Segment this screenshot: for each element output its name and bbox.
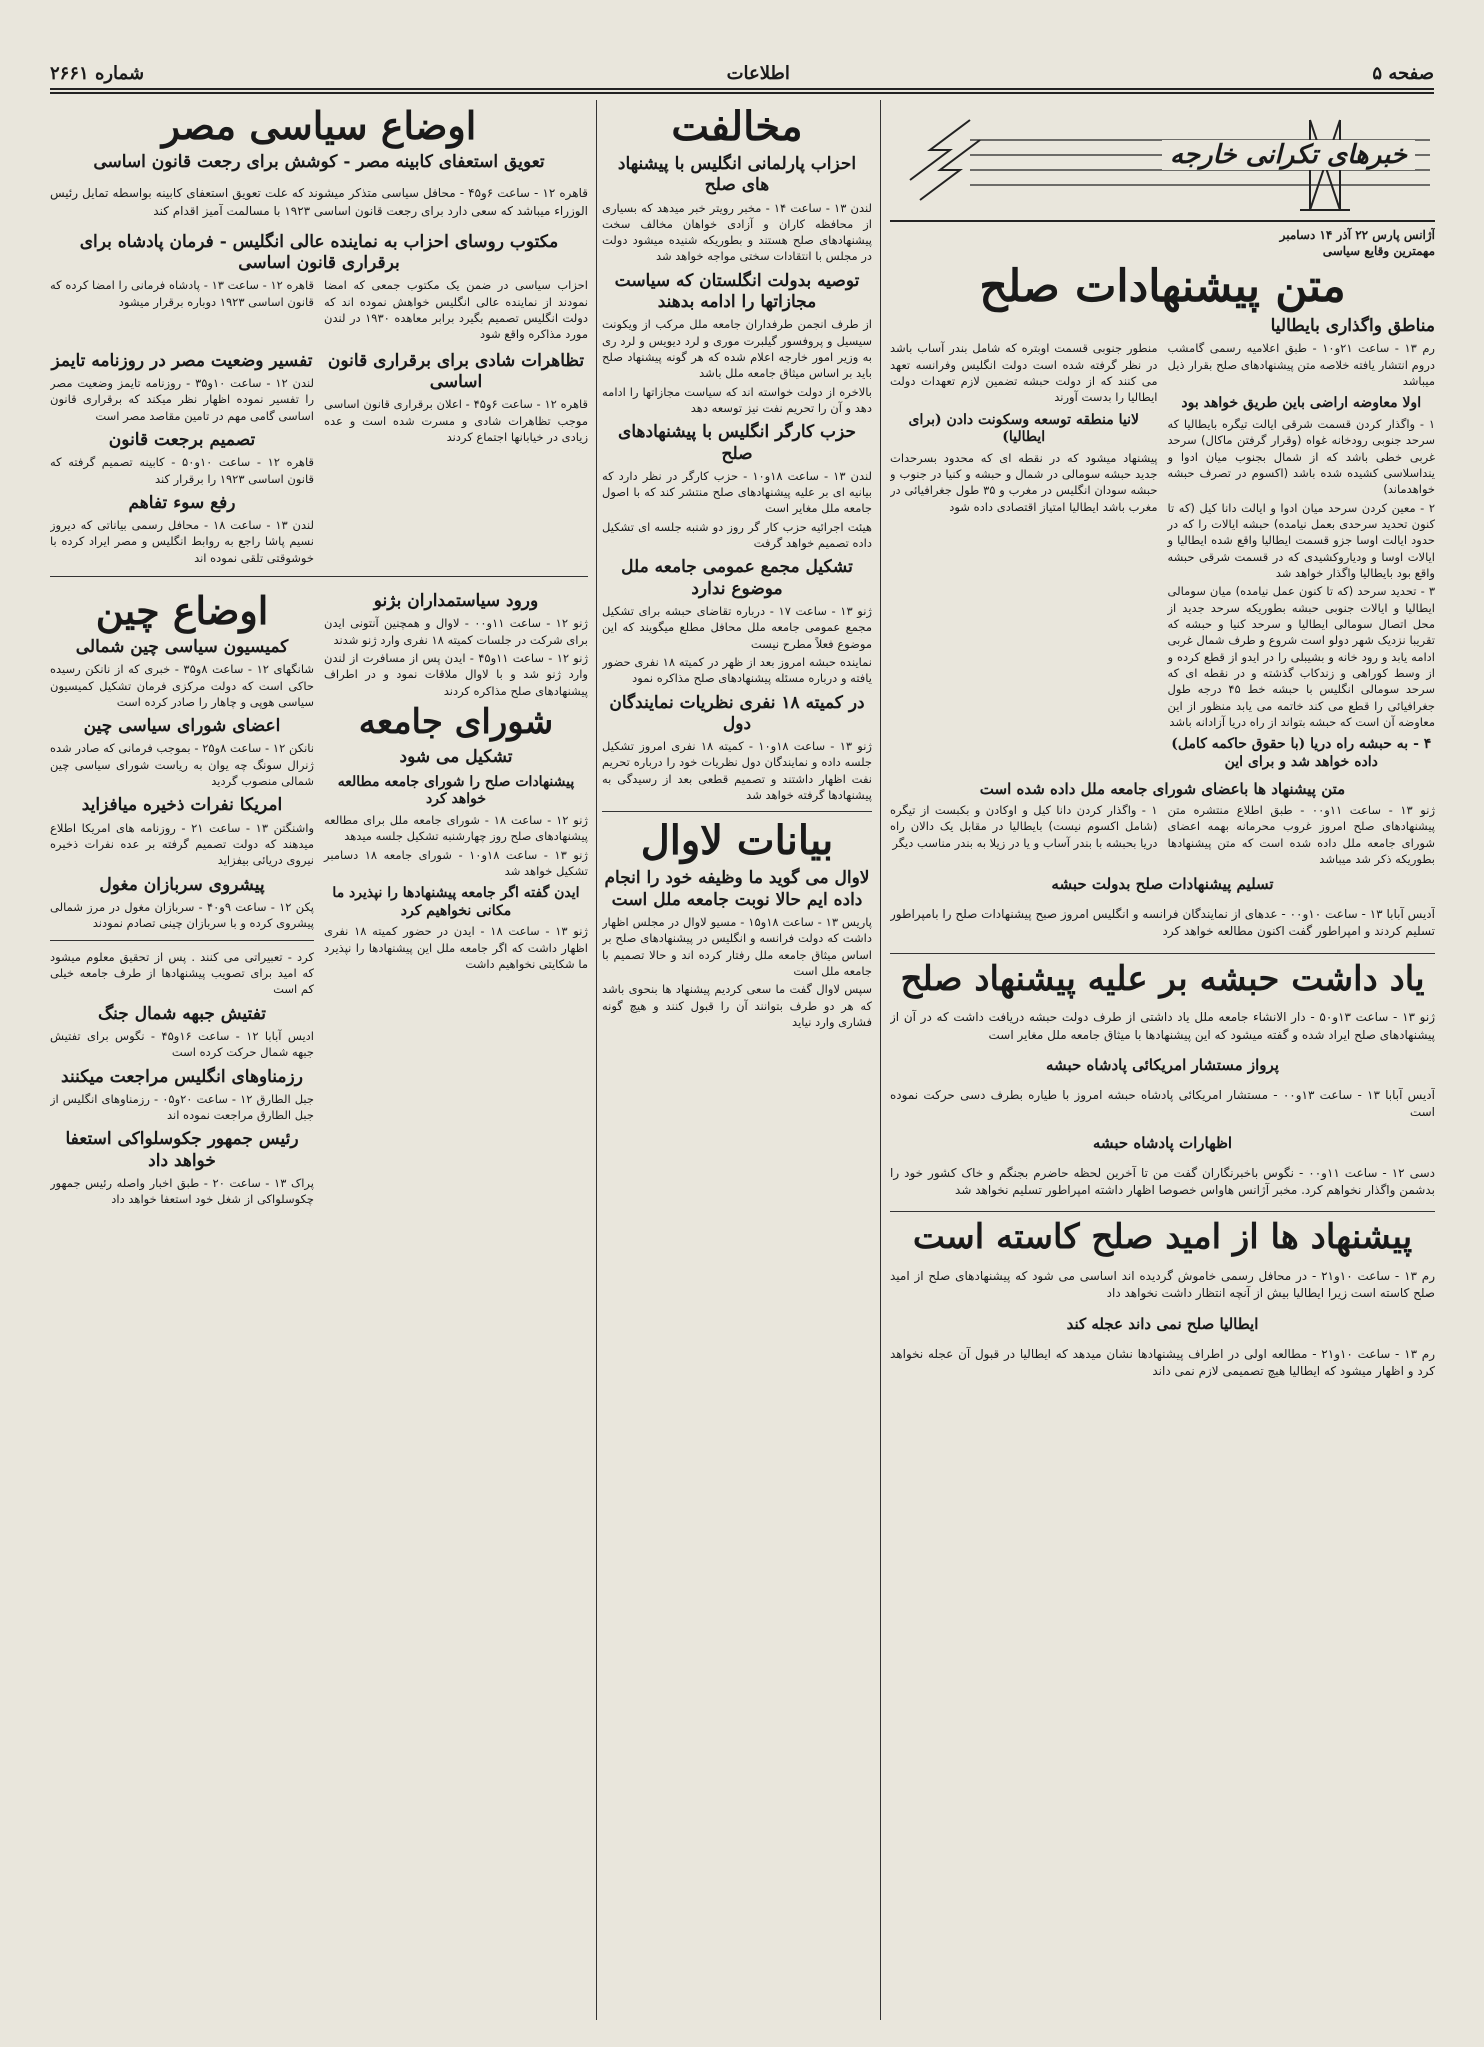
article-body bbox=[50, 585, 588, 1209]
article-paragraph: لندن ۱۳ - ساعت ۱۴ - مخبر رویتر خبر میدهد که بسیاری از محافظه کاران و آزادی خواهان مخالف سخت پیشنهادهای صلح هستند و بطوریکه شنیده میشود دولت در مجلس با انتقادات سختی مواجه خواهد شد bbox=[602, 200, 872, 264]
masthead-rule-top bbox=[50, 88, 1434, 90]
subhead: لاوال می گوید ما وظیفه خود را انجام داده ایم حالا نوبت جامعه ملل است bbox=[604, 868, 870, 910]
article-paragraph: شانگهای ۱۲ - ساعت ۸و۳۵ - خبری که از نانکن رسیده حاکی است که دولت مرکزی فرمان تشکیل کمیسیون سیاسی هوپی و چاهار را صادر کرده است bbox=[50, 662, 314, 709]
article-paragraph: رم ۱۳ - ساعت ۲۱و۱۰ - طبق اعلامیه رسمی گامشب دروم انتشار یافته خلاصه متن پیشنهادهای صلح بقرار ذیل میباشد bbox=[1167, 341, 1435, 389]
headline-hope-reduced: پیشنهاد ها از امید صلح کاسته است bbox=[912, 1217, 1413, 1258]
article-paragraph: پیشنهاد میشود که در نقطه ای که محدود بسرحدات جدید حبشه سومالی در شمال و حبشه و کنیا در جنوب و حبشه سودان انگلیس در مغرب و ۳۵ طول جغرافیائی در مغرب باشد ایطالیا امتیاز اقتصادی داده شود bbox=[890, 450, 1158, 514]
headline-opposition: مخالفت bbox=[671, 103, 803, 150]
divider bbox=[602, 811, 872, 812]
headline-peace-proposals: متن پیشنهادات صلح bbox=[979, 261, 1346, 312]
article-paragraph: از طرف انجمن طرفداران جامعه ملل مرکب از ویکونت سیسیل و پروفسور گیلبرت موری و لرد دیویس و لرد ری به وزیر امور خارجه اعلام شده که هر گونه پیشنهاد صلح باید بر اساس میثاق جامعه ملل باشد bbox=[602, 317, 872, 381]
subhead: اظهارات پادشاه حبشه bbox=[1092, 1133, 1233, 1152]
foreign-news-logo bbox=[890, 100, 1435, 222]
subhead: تفتیش جبهه شمال جنگ bbox=[97, 1003, 267, 1024]
article-paragraph: ژنو ۱۳ - ساعت ۱۸و۱۰ - کمیته ۱۸ نفری امروز تشکیل جلسه داده و نمایندگان دول نظریات خود را درباره تحریم نفت اظهار داشتند و تصمیم قطعی بعد از رسیدگی به پیشنهادها گرفته خواهد شد bbox=[602, 739, 872, 803]
article-paragraph: قاهره ۱۲ - ساعت ۱۰و۵۰ - کابینه تصمیم گرفته که قانون اساسی ۱۹۲۳ را برقرار کند bbox=[50, 455, 314, 486]
subhead: تعویق استعفای کابینه مصر - کوشش برای رجعت قانون اساسی bbox=[93, 151, 545, 172]
headline-egypt: اوضاع سیاسی مصر bbox=[161, 103, 477, 148]
subhead: پیشنهادات صلح را شورای جامعه مطالعه خواهد کرد bbox=[337, 773, 575, 808]
article-paragraph: دسی ۱۲ - ساعت ۱۱و۰۰ - نگوس باخبرنگاران گفت من تا آخرین لحظه حاضرم بجنگم و خاک کشور خود را بدشمن واگذار نخواهم کرد. مخبر آژانس هاواس خصوصا اظهار داشته امپراطور تسلیم نخواهد شد bbox=[890, 1165, 1435, 1197]
article-paragraph: ۱ - واگذار کردن قسمت شرقی ایالت تیگره بایطالیا که سرحد جنوبی رودخانه غواه (وقرار گرفتن ماکال) سرحد غربی خطی باشد که از شمال بجنوب میان ادوا و ینداسلاسی کشیده شده باشد (اکسوم در تصرف حبشه خواهدماند) bbox=[1167, 416, 1435, 497]
subhead: تشکیل می شود bbox=[399, 746, 513, 767]
article-paragraph: ژنو ۱۳ - ساعت ۱۸و۱۰ - شورای جامعه ۱۸ دسامبر تشکیل خواهد شد bbox=[324, 847, 588, 878]
article-paragraph: قاهره ۱۲ - ساعت ۶و۴۵ - محافل سیاسی متذکر میشوند که علت تعویق استعفای کابینه بواسطه تمایل رئیس الوزراء میباشد که سعی دارد برای رجعت قانون اساسی ۱۹۲۳ با مسالمت آمیز اقدام کند bbox=[50, 186, 588, 218]
subhead: رزمناوهای انگلیس مراجعت میکنند bbox=[61, 1066, 303, 1087]
article-paragraph: ژنو ۱۲ - ساعت ۱۱و۴۵ - ایدن پس از مسافرت از لندن وارد ژنو شد و با لاوال ملاقات نمود و در اطراف پیشنهادهای صلح مذاکره کردند bbox=[324, 651, 588, 698]
headline-ethiopia-note: یاد داشت حبشه بر علیه پیشنهاد صلح bbox=[900, 958, 1425, 999]
article-paragraph: منطور جنوبی قسمت اوبتره که شامل بندر آساب باشد در نظر گرفته شده است دولت انگلیس وفرانسه تعهد می کنند که از دولت حبشه تضمین لازم تعهدات دولت ایطالیا را بدست آورند bbox=[890, 341, 1158, 405]
column-rule-right bbox=[880, 100, 881, 2020]
subhead: ایطالیا صلح نمی داند عجله کند bbox=[1066, 1314, 1259, 1333]
article-paragraph: ژنو ۱۲ - ساعت ۱۸ - شورای جامعه ملل برای مطالعه پیشنهادهای صلح روز چهارشنبه تشکیل جلسه میدهد bbox=[324, 812, 588, 844]
subhead: ایدن گفته اگر جامعه پیشنهادها را نپذیرد ما مکانی نخواهیم کرد bbox=[332, 885, 580, 919]
article-paragraph: واشنگتن ۱۳ - ساعت ۲۱ - روزنامه های امریکا اطلاع میدهند که دولت تصمیم گرفته بر عده نفرات ذخیره نیروی دریائی بیفزاید bbox=[50, 820, 315, 868]
headline-china: اوضاع چین bbox=[95, 588, 269, 634]
issue-number: شماره ۲۶۶۱ bbox=[50, 62, 145, 84]
subhead: حزب کارگر انگلیس با پیشنهادهای صلح bbox=[618, 422, 856, 464]
subhead: مکتوب روسای احزاب به نماینده عالی انگلیس - فرمان پادشاه برای برقراری قانون اساسی bbox=[79, 231, 559, 274]
article-paragraph: آدیس آبابا ۱۳ - ساعت ۱۰و۰۰ - عدهای از نمایندگان فرانسه و انگلیس امروز صبح پیشنهادات صلح را بامپراطور تسلیم کردند و امپراطور گفت اکنون مطالعه خواهد کرد bbox=[890, 906, 1435, 939]
article-paragraph: ۳ - تحدید سرحد (که تا کنون عمل نیامده) میان سومالی ایطالیا و ایالات جنوبی حبشه بطوریکه سرحد جدید از محل اتصال سومالی ایطالیا و سرحد کنیا و حبشه که تقریبا نزدیک شهر دولو است شروع و طرف شمال غربی ادامه یابد و رود خانه و بشیبلی را در ایدو از قطع کرده و از وسط کوراهی و زندکاب گذشته و در نقطه ای که سرحد سومالی انگلیس با حبشه خط ۴۵ درجه طول جغرافیائی را قطع می کند خاتمه می یابد منظور از این معاوضه آن است که حبشه بتواند از راه دریا آزادانه باشد bbox=[1167, 584, 1435, 729]
article-paragraph: ژنو ۱۳ - ساعت ۱۷ - درباره تقاضای حبشه برای تشکیل مجمع عمومی جامعه ملل محافل مطلع میگویند که این موضوع فعلاً مطرح نیست bbox=[602, 603, 872, 651]
subhead: تصمیم برجعت قانون bbox=[108, 429, 256, 450]
article-paragraph: جبل الطارق ۱۲ - ساعت ۲۰و۰۵ - رزمناوهای انگلیس از جبل الطارق مراجعت نموده اند bbox=[50, 1091, 314, 1123]
subhead: پرواز مستشار امریکائی پادشاه حبشه bbox=[1046, 1056, 1279, 1075]
article-paragraph: احزاب سیاسی در ضمن یک مکتوب جمعی که امضا نمودند از نماینده عالی انگلیس خواهش نموده اند که دولت انگلیس تصمیم بگیرد برابر معاهده ۱۹۳۰ در لندن مورد مذاکره واقع شود bbox=[324, 278, 588, 342]
subhead: اولا معاوضه اراضی باین طریق خواهد بود bbox=[1181, 395, 1422, 412]
article-paragraph: بالاخره از دولت خواسته اند که سیاست مجازاتها را ادامه دهد و آن را تحریم نفت نیز توسعه دهد bbox=[602, 384, 872, 415]
article-paragraph: آدیس آبابا ۱۳ - ساعت ۱۳و۰۰ - مستشار امریکائی پادشاه حبشه امروز با طیاره بطرف دسی حرکت نموده است bbox=[890, 1087, 1435, 1120]
subhead: احزاب پارلمانی انگلیس با پیشنهاد های صلح bbox=[617, 154, 857, 196]
article-paragraph: ۱ - واگذار کردن دانا کیل و اوکادن و بکبست از تیگره (شامل اکسوم نیست) بایطالیا در مقابل یک دالان راه دریا بحبشه با بندر آساب و یا در زیلا به بندر مناسب دیگر bbox=[890, 802, 1158, 850]
foreign-news-column bbox=[890, 100, 1435, 1392]
paper-name: اطلاعات bbox=[726, 62, 790, 84]
article-paragraph: رم ۱۳ - ساعت ۱۰و۲۱ - مطالعه اولی در اطراف پیشنهادها نشان میدهد که ایطالیا در قبول آن عجله نخواهد کرد و اظهار میشود که ایطالیا هیچ تصمیمی لازم نمی داند bbox=[890, 1346, 1435, 1378]
masthead-rule-bottom bbox=[50, 92, 1434, 94]
subhead: رئیس جمهور جکوسلواکی استعفا خواهد داد bbox=[65, 1129, 299, 1171]
subhead: اعضای شورای سیاسی چین bbox=[83, 716, 281, 737]
subhead: کمیسیون سیاسی چین شمالی bbox=[75, 637, 289, 657]
headline-council: شورای جامعه bbox=[358, 702, 554, 742]
divider bbox=[50, 940, 314, 941]
article-body bbox=[50, 345, 588, 568]
divider bbox=[890, 1211, 1435, 1212]
article-body bbox=[50, 277, 588, 344]
article-body bbox=[890, 802, 1435, 869]
article-paragraph: پراک ۱۳ - ساعت ۲۰ - طبق اخبار واصله رئیس جمهور چکوسلواکی از شغل خود استعفا خواهد داد bbox=[50, 1175, 314, 1207]
article-body bbox=[890, 340, 1435, 774]
article-paragraph: نانکن ۱۲ - ساعت ۸و۲۵ - بموجب فرمانی که صادر شده ژنرال سونگ چه یوان به ریاست شورای سیاسی چین شمالی منصوب گردید bbox=[50, 741, 314, 789]
subhead: تظاهرات شادی برای برقراری قانون اساسی bbox=[327, 350, 585, 392]
article-paragraph: ادیس آبابا ۱۲ - ساعت ۱۶و۴۵ - نگوس برای تفتیش جبهه شمال حرکت کرده است bbox=[50, 1028, 314, 1060]
masthead bbox=[50, 60, 1434, 86]
subhead: توصیه بدولت انگلستان که سیاست مجازاتها را ادامه بدهند bbox=[614, 270, 860, 313]
article-paragraph: ژنو ۱۳ - ساعت ۱۸ - ایدن در حضور کمیته ۱۸ نفری اظهار داشت که اگر جامعه ملل این پیشنهادها را نپذیرد ما شکایتی نخواهیم داشت bbox=[324, 924, 588, 971]
subhead: پیشروی سربازان مغول bbox=[99, 874, 265, 895]
article-paragraph: رم ۱۳ - ساعت ۱۰و۲۱ - در محافل رسمی خاموش گردیده اند اساسی می شود که پیشنهادهای صلح از امید صلح کاسته است زیرا ایطالیا بیش از آنچه انتظار داشت نخواهد داد bbox=[890, 1268, 1435, 1301]
egypt-china-column bbox=[50, 100, 588, 1210]
article-paragraph: ۲ - معین کردن سرحد میان ادوا و ایالت دانا کیل (که تا کنون تحدید سرحدی بعمل نیامده) حبشه ایالات را که در حدود ایالت اوسا جزو قسمت ایطالیا واقع شده ایطالیا و ایالات اوسا و ودیاروکشیدی که در قسمت شرقی حبشه واقع بود بایطالیا واگذار خواهد شد bbox=[1167, 500, 1435, 580]
article-paragraph: لندن ۱۲ - ساعت ۱۰و۳۵ - روزنامه تایمز وضعیت مصر را تفسیر نموده اظهار نظر میکند که برقراری قانون اساسی گامی مهم در تامین مقاصد مصر است bbox=[50, 375, 314, 423]
section-subhead: مهمترین وقایع سیاسی bbox=[1322, 244, 1435, 258]
article-paragraph: ژنو ۱۲ - ساعت ۱۱و۰۰ - لاوال و همچنین آنتونی ایدن برای شرکت در جلسات کمیته ۱۸ نفری وارد ژنو شدند bbox=[324, 616, 588, 647]
subhead: امریکا نفرات ذخیره میافزاید bbox=[81, 795, 283, 816]
article-paragraph: نماینده حبشه امروز بعد از ظهر در کمیته ۱۸ نفری حضور یافته و درباره مسئله پیشنهادهای صلح مذاکره نمود bbox=[602, 654, 872, 686]
article-paragraph: پاریس ۱۳ - ساعت ۱۸و۱۵ - مسیو لاوال در مجلس اظهار داشت که دولت فرانسه و انگلیس در پیشنهادهای صلح بر اساس میثاق جامعه ملل رفتار کرده اند و حالا تصمیم با جامعه ملل است bbox=[602, 914, 872, 978]
subhead: تشکیل مجمع عمومی جامعه ملل موضوع ندارد bbox=[621, 557, 853, 599]
article-paragraph: ژنو ۱۳ - ساعت ۱۱و۰۰ - طبق اطلاع منتشره متن پیشنهادهای صلح امروز غروب محرمانه بهمه اعضای شورای جامعه ملل داده شده است که متن پیشنهادها بطوریکه ذکر شد میباشد bbox=[1167, 802, 1435, 866]
column-rule-left bbox=[596, 100, 597, 2020]
article-paragraph: قاهره ۱۲ - ساعت ۱۳ - پادشاه فرمانی را امضا کرده که قانون اساسی ۱۹۲۳ دوباره برقرار میشود bbox=[50, 278, 314, 309]
divider bbox=[50, 576, 588, 577]
opposition-column bbox=[602, 100, 872, 1032]
logo-text: خبرهای تکرانی خارجه bbox=[1162, 140, 1415, 170]
subhead: لانیا منطقه توسعه وسکونت دادن (برای ایطالیا) bbox=[908, 411, 1139, 446]
subhead: ورود سیاستمداران بژنو bbox=[373, 591, 539, 612]
article-paragraph: پکن ۱۲ - ساعت ۹و۴۰ - سربازان مغول در مرز شمالی پیشروی کرده و با سربازان چینی تصادم نمودند bbox=[50, 899, 315, 931]
subhead-ceded-regions: مناطق واگذاری بایطالیا bbox=[1270, 316, 1435, 337]
article-paragraph: لندن ۱۳ - ساعت ۱۸و۱۰ - حزب کارگر در نظر دارد که بیانیه ای بر علیه پیشنهادهای صلح منتشر کند که با اصول جامعه ملل مغایر است bbox=[602, 468, 872, 516]
page-number: صفحه ۵ bbox=[1372, 62, 1434, 84]
subhead: تفسیر وضعیت مصر در روزنامه تایمز bbox=[51, 350, 313, 371]
article-paragraph: کرد - تعبیراتی می کنند . پس از تحقیق معلوم میشود که امید برای تصویب پیشنهادها از طرف جامعه خیلی کم است bbox=[50, 949, 314, 997]
subhead: تسلیم پیشنهادات صلح بدولت حبشه bbox=[1051, 875, 1274, 894]
headline-laval: بیانات لاوال bbox=[640, 817, 834, 865]
subhead: ۴ - به حبشه راه دریا (با حقوق حاکمه کامل) داده خواهد شد و برای این bbox=[1171, 736, 1432, 770]
article-paragraph: قاهره ۱۲ - ساعت ۶و۴۵ - اعلان برقراری قانون اساسی موجب تظاهرات شادی و مسرت شده است و عده زیادی در خیابانها اجتماع کردند bbox=[324, 397, 588, 444]
article-paragraph: لندن ۱۳ - ساعت ۱۸ - محافل رسمی بیاناتی که دیروز نسیم پاشا راجع به روابط انگلیس و مصر ایراد کرده با خوشوقتی تلقی نموده اند bbox=[50, 518, 314, 565]
article-paragraph: سپس لاوال گفت ما سعی کردیم پیشنهاد ها بنحوی باشد که هر دو طرف بتوانند آن را قبول کنند و هیچ گونه فشاری وارد نیاید bbox=[602, 982, 872, 1029]
subhead: متن پیشنهاد ها باعضای شورای جامعه ملل داده شده است bbox=[979, 780, 1346, 799]
subhead: در کمیته ۱۸ نفری نظریات نمایندگان دول bbox=[609, 692, 865, 734]
dateline: آژانس پارس ۲۲ آذر ۱۴ دسامبر bbox=[1279, 228, 1435, 242]
subhead: رفع سوء تفاهم bbox=[128, 492, 236, 513]
article-paragraph: ژنو ۱۳ - ساعت ۱۳و۵۰ - دار الانشاء جامعه ملل یاد داشتی از طرف دولت حبشه دریافت داشت که در آن از پیشنهادهای صلح ایراد شده و گفته میشود که این پیشنهادها با میثاق جامعه ملل مغایر است bbox=[890, 1010, 1435, 1042]
divider bbox=[890, 953, 1435, 954]
article-paragraph: هیئت اجرائیه حزب کار گر روز دو شنبه جلسه ای تشکیل داده تصمیم خواهد گرفت bbox=[602, 519, 872, 551]
